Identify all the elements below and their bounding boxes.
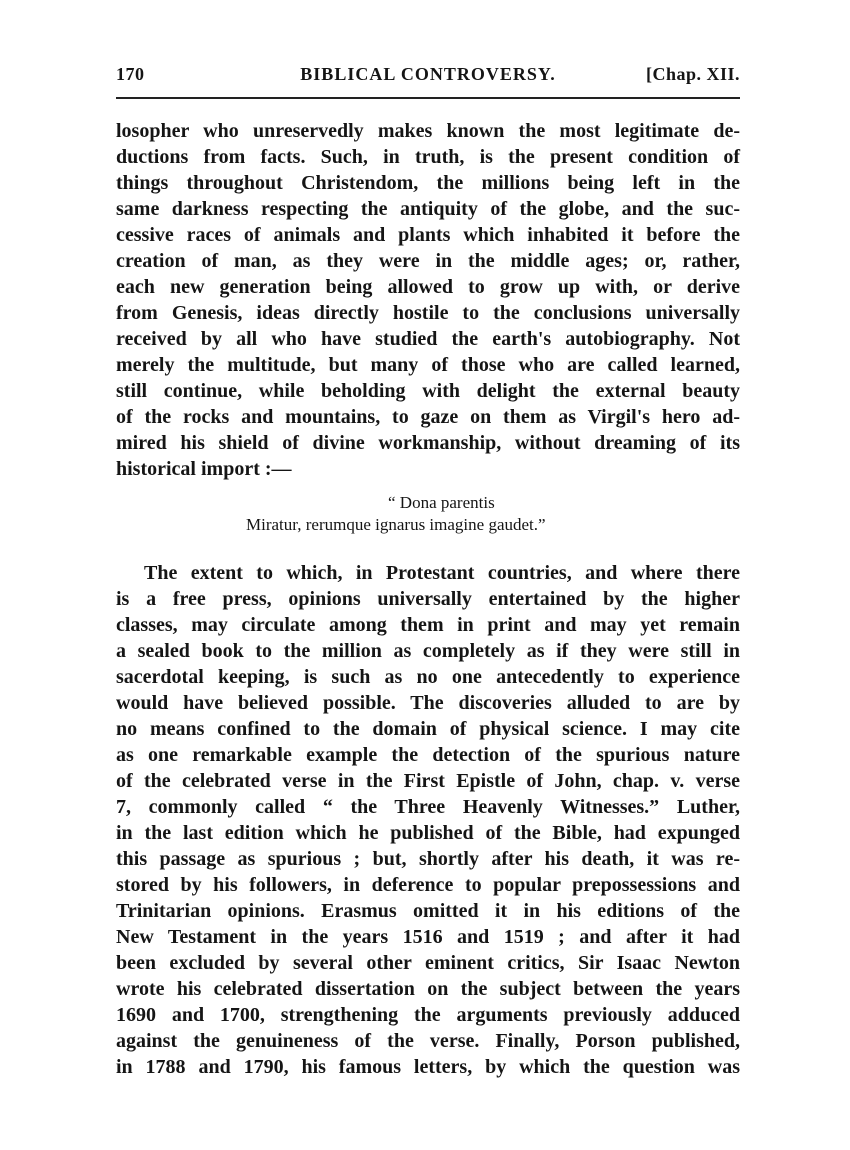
quote-line: “ Dona parentis [388,493,495,512]
text-line: New Testament in the years 1516 and 1519 ; and after it had [116,926,740,948]
quote-line: Miratur, rerumque ignarus imagine gaudet.” [246,515,546,534]
page-number: 170 [116,64,145,84]
text-line: things throughout Christendom, the millions being left in the [116,172,740,194]
chapter-label: [Chap. XII. [645,64,740,84]
running-header [116,64,740,94]
text-line: a sealed book to the million as completely as if they were still in [116,640,740,662]
text-line: creation of man, as they were in the middle ages; or, rather, [116,250,740,272]
text-line: 1690 and 1700, strengthening the arguments previously adduced [116,1004,740,1026]
text-line: merely the multitude, but many of those who are called learned, [116,354,740,376]
text-line: losopher who unreservedly makes known the most legitimate de- [116,120,740,142]
text-line: in the last edition which he published of the Bible, had expunged [116,822,740,844]
text-line: same darkness respecting the antiquity of the globe, and the suc- [116,198,740,220]
text-line: The extent to which, in Protestant countries, and where there [144,562,740,584]
text-line: in 1788 and 1790, his famous letters, by which the question was [116,1056,740,1078]
text-line: cessive races of animals and plants which inhabited it before the [116,224,740,246]
text-line: each new generation being allowed to grow up with, or derive [116,276,740,298]
text-line: no means confined to the domain of physical science. I may cite [116,718,740,740]
text-line: stored by his followers, in deference to popular prepossessions and [116,874,740,896]
text-line: would have believed possible. The discoveries alluded to are by [116,692,740,714]
text-line: wrote his celebrated dissertation on the subject between the years [116,978,740,1000]
text-line: of the celebrated verse in the First Epistle of John, chap. v. verse [116,770,740,792]
header-rule [116,97,740,99]
text-line: this passage as spurious ; but, shortly after his death, it was re- [116,848,740,870]
text-line: mired his shield of divine workmanship, without dreaming of its [116,432,740,454]
latin-quotation [116,492,740,536]
text-line: been excluded by several other eminent critics, Sir Isaac Newton [116,952,740,974]
text-line: 7, commonly called “ the Three Heavenly Witnesses.” Luther, [116,796,740,818]
text-line: from Genesis, ideas directly hostile to the conclusions universally [116,302,740,324]
running-title: BIBLICAL CONTROVERSY. [300,64,556,84]
text-line: still continue, while beholding with delight the external beauty [116,380,740,402]
text-line: received by all who have studied the earth's autobiography. Not [116,328,740,350]
text-line: against the genuineness of the verse. Finally, Porson published, [116,1030,740,1052]
text-line: ductions from facts. Such, in truth, is the present condition of [116,146,740,168]
text-line: Trinitarian opinions. Erasmus omitted it in his editions of the [116,900,740,922]
paragraph-1 [116,118,740,482]
text-line: sacerdotal keeping, is such as no one antecedently to experience [116,666,740,688]
text-line: of the rocks and mountains, to gaze on them as Virgil's hero ad- [116,406,740,428]
paragraph-2 [116,560,740,1080]
text-line: is a free press, opinions universally entertained by the higher [116,588,740,610]
text-line: as one remarkable example the detection of the spurious nature [116,744,740,766]
text-line: classes, may circulate among them in print and may yet remain [116,614,740,636]
text-line: historical import :— [116,458,292,480]
